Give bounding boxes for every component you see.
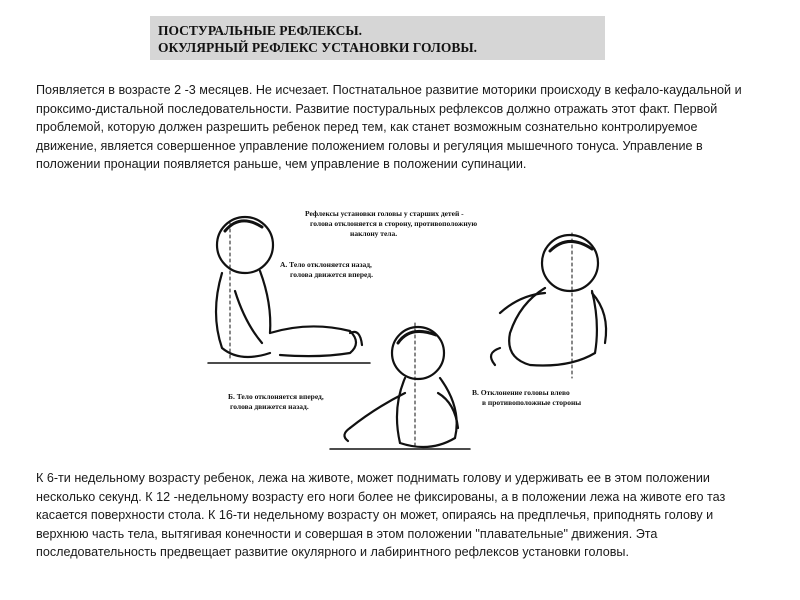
caption-a-2: голова движется вперед. [290, 270, 373, 279]
baby-a-drawing [208, 217, 370, 363]
caption-c-1: В. Отклонение головы влево [472, 388, 570, 397]
caption-top-3: наклону тела. [350, 229, 398, 238]
title-line-1: ПОСТУРАЛЬНЫЕ РЕФЛЕКСЫ. [158, 23, 362, 38]
reflex-illustration [200, 203, 640, 458]
caption-top-2: голова отклоняется в сторону, противоположную [310, 219, 478, 228]
caption-top-1: Рефлексы установки головы у старших детей - [305, 209, 464, 218]
slide-title-box [150, 16, 605, 60]
intro-paragraph: Появляется в возрасте 2 -3 месяцев. Не исчезает. Постнатальное развитие моторики происходу в кефало-каудальной и проксимо-дистальной последовательности. Развитие постуральных рефлексов должно отражать этот факт. Первой проблемой, которую должен разрешить ребенок перед тем, как станет возможным сознательно контролируемое движение, является совершенное управление положением головы и регуляция мышечного тонуса. Управление в положении пронации появляется раньше, чем управление в положении супинации. [36, 83, 742, 172]
body-paragraph: К 6-ти недельному возрасту ребенок, лежа на животе, может поднимать голову и удерживать ее в этом положении несколько секунд. К 12 -недельному возрасту его ноги более не фиксированы, а в положении лежа на животе его таз касается поверхности стола. К 16-ти недельному возрасту он может, опираясь на предплечья, приподнять голову и верхнюю часть тела, вытягивая конечности и совершая в этом положении "плавательные" движения. Эта последовательность предвещает развитие окулярного и лабиринтного рефлексов установки головы. [36, 471, 726, 560]
title-line-2: ОКУЛЯРНЫЙ РЕФЛЕКС УСТАНОВКИ ГОЛОВЫ. [158, 40, 477, 55]
caption-b-2: голова движется назад. [230, 402, 309, 411]
caption-a-1: А. Тело отклоняется назад, [280, 260, 372, 269]
baby-b-drawing [330, 323, 470, 449]
caption-c-2: в противоположные стороны [482, 398, 582, 407]
baby-c-drawing [491, 233, 606, 378]
caption-b-1: Б. Тело отклоняется вперед, [228, 392, 324, 401]
